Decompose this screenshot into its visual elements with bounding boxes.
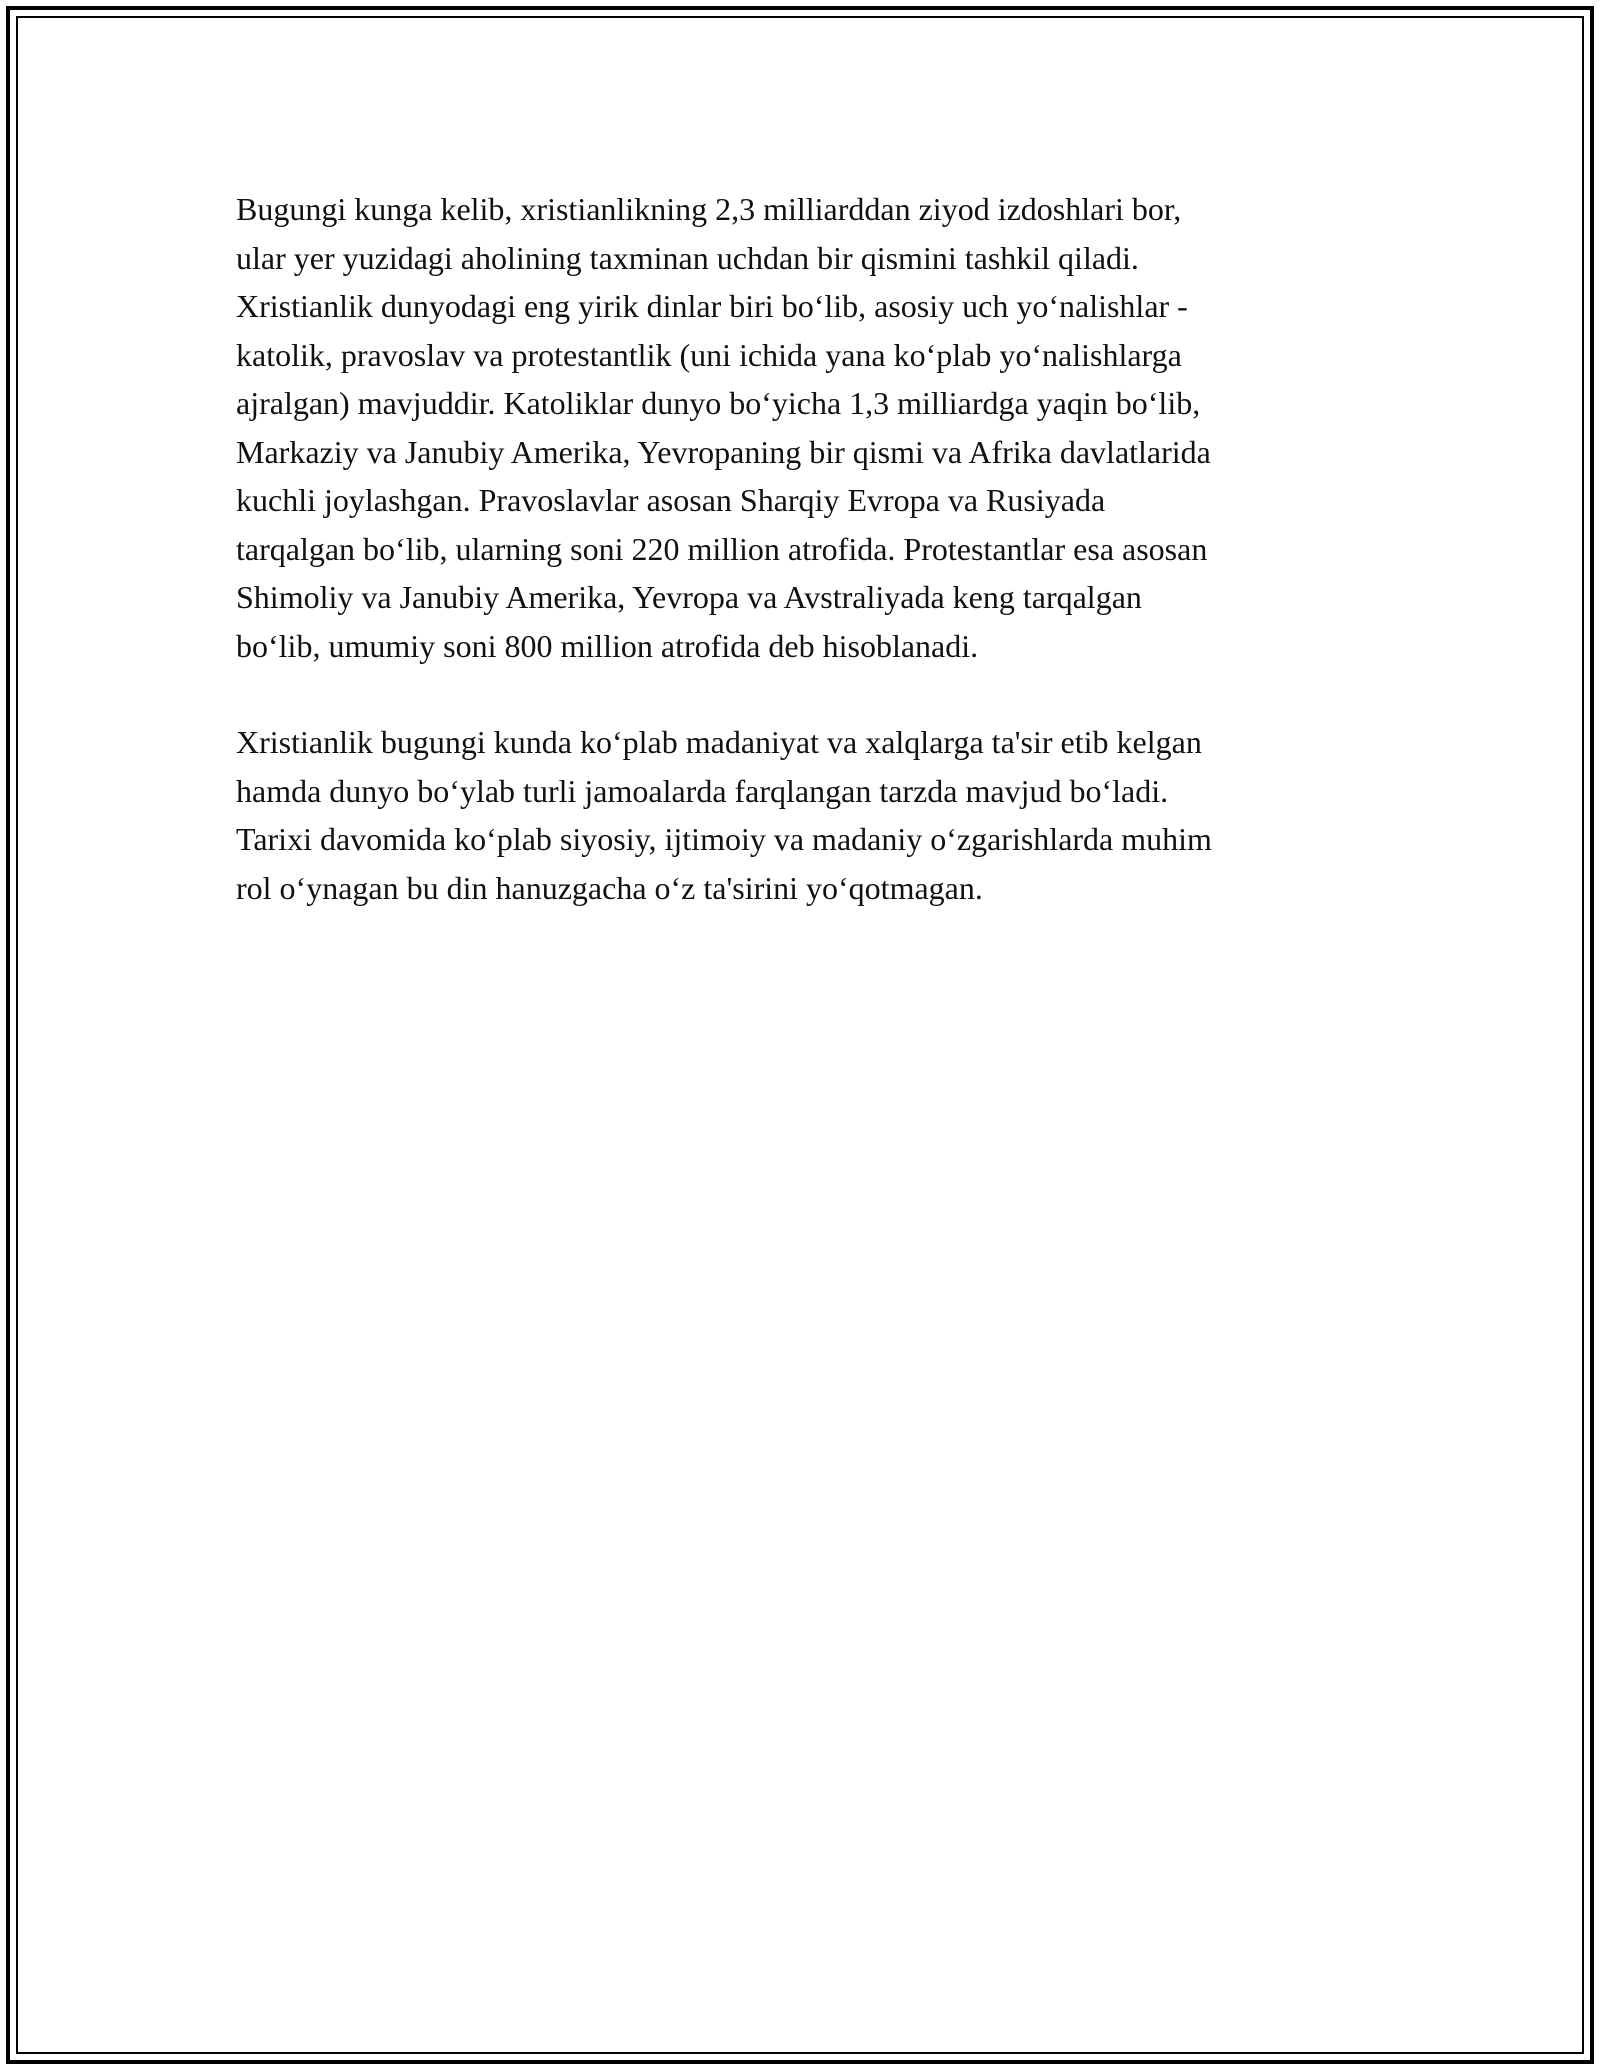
paragraph-1: Bugungi kunga kelib, xristianlikning 2,3 milliarddan ziyod izdoshlari bor, ular yer yuzidagi aholining taxminan uchdan bir qismini tashkil qiladi. Xristianlik dunyodagi eng yirik dinlar biri bo‘lib, asosiy uch yo‘nalishlar - katolik, pravoslav va protestantlik (uni ichida yana ko‘plab yo‘nalishlarga ajralgan) mavjuddir. Katoliklar dunyo bo‘yicha 1,3 milliardga yaqin bo‘lib, Markaziy va Janubiy Amerika, Yevropaning bir qismi va Afrika davlatlarida kuchli joylashgan. Pravoslavlar asosan Sharqiy Evropa va Rusiyada tarqalgan bo‘lib, ularning soni 220 million atrofida. Protestantlar esa asosan Shimoliy va Janubiy Amerika, Yevropa va Avstraliyada keng tarqalgan bo‘lib, umumiy soni 800 million atrofida deb hisoblanadi. bbox=[236, 191, 1211, 664]
paragraph-2: Xristianlik bugungi kunda ko‘plab madaniyat va xalqlarga ta'sir etib kelgan hamda dunyo bo‘ylab turli jamoalarda farqlangan tarzda mavjud bo‘ladi. Tarixi davomida ko‘plab siyosiy, ijtimoiy va madaniy o‘zgarishlarda muhim rol o‘ynagan bu din hanuzgacha o‘z ta'sirini yo‘qotmagan. bbox=[236, 724, 1212, 906]
document-body bbox=[236, 185, 1366, 912]
